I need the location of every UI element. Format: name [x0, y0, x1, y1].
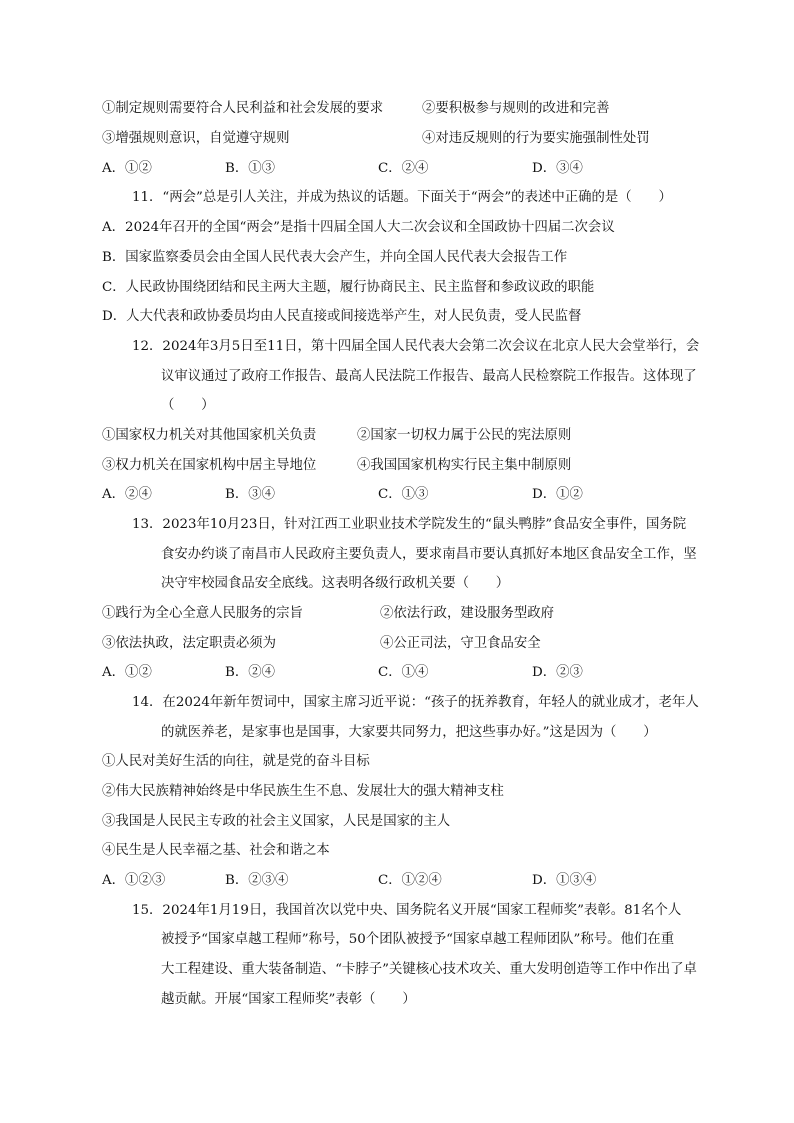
q14-answer-b: B．②③④ — [225, 873, 289, 888]
q14-option-3: ③我国是人民民主专政的社会主义国家，人民是国家的主人 — [102, 814, 451, 829]
q13-stem-line-3: 决守牢校园食品安全底线。这表明各级行政机关要（ ） — [161, 576, 510, 591]
q14-option-4: ④民生是人民幸福之基、社会和谐之本 — [102, 843, 330, 858]
q15-stem-line-4: 越贡献。开展“国家工程师奖”表彰（ ） — [161, 992, 416, 1007]
q12-answer-a: A．②④ — [102, 487, 152, 502]
q11-choice-c: C．人民政协围绕团结和民主两大主题，履行协商民主、民主监督和参政议政的职能 — [102, 280, 595, 295]
q13-option-2: ②依法行政，建设服务型政府 — [380, 606, 555, 621]
q12-option-2: ②国家一切权力属于公民的宪法原则 — [357, 428, 572, 443]
q12-answer-c: C．①③ — [378, 487, 429, 502]
prev-answer-c: C．②④ — [378, 161, 429, 176]
q14-answer-a: A．①②③ — [102, 873, 166, 888]
q13-answer-d: D．②③ — [532, 665, 583, 680]
prev-answer-a: A．①② — [102, 161, 152, 176]
q15-stem-line-2: 被授予“国家卓越工程师”称号，50个团队被授予“国家卓越工程师团队”称号。他们在重 — [161, 932, 675, 947]
prev-option-3: ③增强规则意识，自觉遵守规则 — [102, 131, 290, 146]
q11-stem: 11．“两会”总是引人关注，并成为热议的话题。下面关于“两会”的表述中正确的是（ ） — [132, 190, 672, 205]
prev-option-4: ④对违反规则的行为要实施强制性处罚 — [422, 131, 650, 146]
q13-option-1: ①践行为全心全意人民服务的宗旨 — [102, 606, 303, 621]
q12-option-3: ③权力机关在国家机构中居主导地位 — [102, 458, 317, 473]
prev-answer-b: B．①③ — [225, 161, 276, 176]
q13-stem-line-2: 食安办约谈了南昌市人民政府主要负责人，要求南昌市要认真抓好本地区食品安全工作，坚 — [161, 547, 697, 562]
q13-answer-b: B．②④ — [225, 665, 276, 680]
q12-stem-line-3: （ ） — [161, 398, 215, 413]
q13-answer-c: C．①④ — [378, 665, 429, 680]
q14-stem-line-1: 14．在2024年新年贺词中，国家主席习近平说：“孩子的抚养教育，年轻人的就业成才，老年人 — [132, 695, 699, 710]
q12-answer-d: D．①② — [532, 487, 583, 502]
q13-stem-line-1: 13．2023年10月23日，针对江西工业职业技术学院发生的“鼠头鸭脖”食品安全事件，国务院 — [132, 517, 687, 532]
q13-answer-a: A．①② — [102, 665, 152, 680]
q12-stem-line-2: 议审议通过了政府工作报告、最高人民法院工作报告、最高人民检察院工作报告。这体现了 — [161, 369, 697, 384]
q12-option-1: ①国家权力机关对其他国家机关负责 — [102, 428, 317, 443]
prev-option-1: ①制定规则需要符合人民利益和社会发展的要求 — [102, 101, 384, 116]
q13-option-4: ④公正司法，守卫食品安全 — [380, 636, 541, 651]
q12-answer-b: B．③④ — [225, 487, 276, 502]
q12-stem-line-1: 12．2024年3月5日至11日，第十四届全国人民代表大会第二次会议在北京人民大会堂举行，会 — [132, 339, 700, 354]
q11-choice-d: D．人大代表和政协委员均由人民直接或间接选举产生，对人民负责，受人民监督 — [102, 309, 582, 324]
q14-answer-d: D．①③④ — [532, 873, 597, 888]
q11-choice-a: A．2024年召开的全国“两会”是指十四届全国人大二次会议和全国政协十四届二次会议 — [102, 220, 615, 235]
q12-option-4: ④我国国家机构实行民主集中制原则 — [357, 458, 572, 473]
q14-option-2: ②伟大民族精神始终是中华民族生生不息、发展壮大的强大精神支柱 — [102, 784, 504, 799]
q14-option-1: ①人民对美好生活的向往，就是党的奋斗目标 — [102, 754, 370, 769]
q11-choice-b: B．国家监察委员会由全国人民代表大会产生，并向全国人民代表大会报告工作 — [102, 250, 568, 265]
q13-option-3: ③依法执政，法定职责必须为 — [102, 636, 277, 651]
prev-answer-d: D．③④ — [532, 161, 583, 176]
q15-stem-line-3: 大工程建设、重大装备制造、“卡脖子”关键核心技术攻关、重大发明创造等工作中作出了卓 — [161, 962, 697, 977]
prev-option-2: ②要积极参与规则的改进和完善 — [422, 101, 610, 116]
q14-answer-c: C．①②④ — [378, 873, 442, 888]
q14-stem-line-2: 的就医养老，是家事也是国事，大家要共同努力，把这些事办好。”这是因为（ ） — [161, 725, 657, 740]
q15-stem-line-1: 15．2024年1月19日，我国首次以党中央、国务院名义开展“国家工程师奖”表彰。81名个人 — [132, 903, 682, 918]
